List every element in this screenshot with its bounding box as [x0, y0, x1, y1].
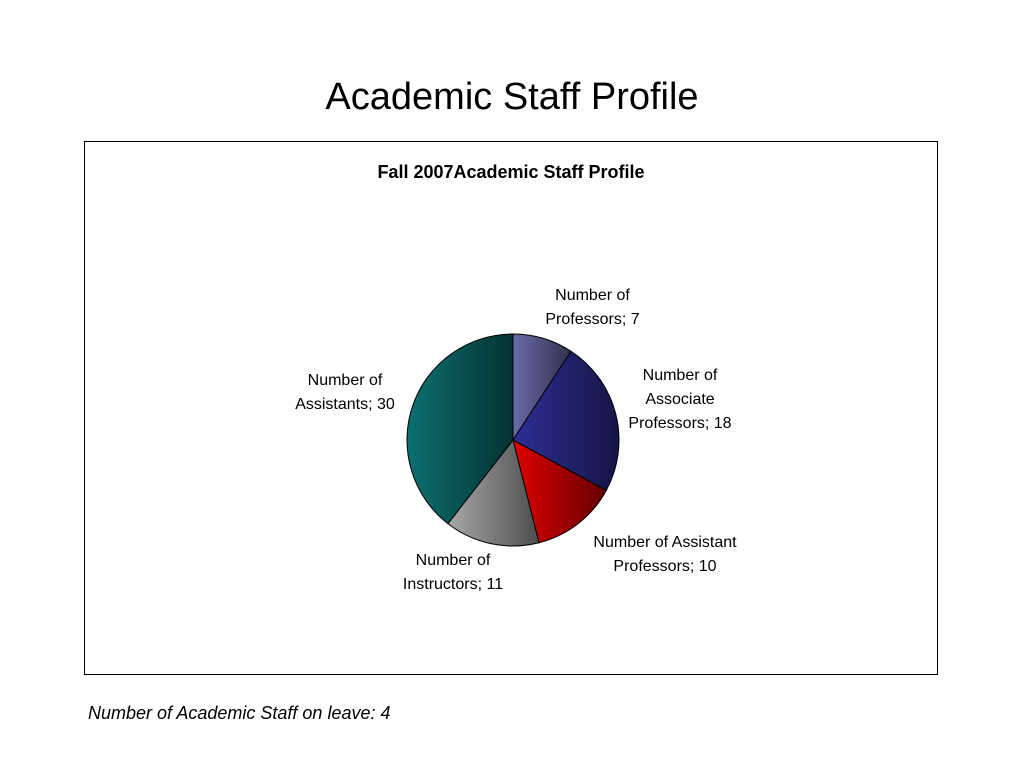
staff-on-leave-note: Number of Academic Staff on leave: 4 [88, 703, 391, 723]
slide-title: Academic Staff Profile [325, 76, 699, 118]
slice-label-associate-professors: Number of Associate Professors; 18 [628, 367, 732, 432]
slice-label-professors: Number of Professors; 7 [545, 287, 640, 328]
slice-label-assistants: Number of Assistants; 30 [295, 372, 395, 413]
chart-title: Fall 2007Academic Staff Profile [377, 162, 645, 182]
slice-label-assistant-professors: Number of Assistant Professors; 10 [593, 534, 737, 575]
slice-label-instructors: Number of Instructors; 11 [402, 552, 504, 593]
chart-area [84, 141, 938, 675]
